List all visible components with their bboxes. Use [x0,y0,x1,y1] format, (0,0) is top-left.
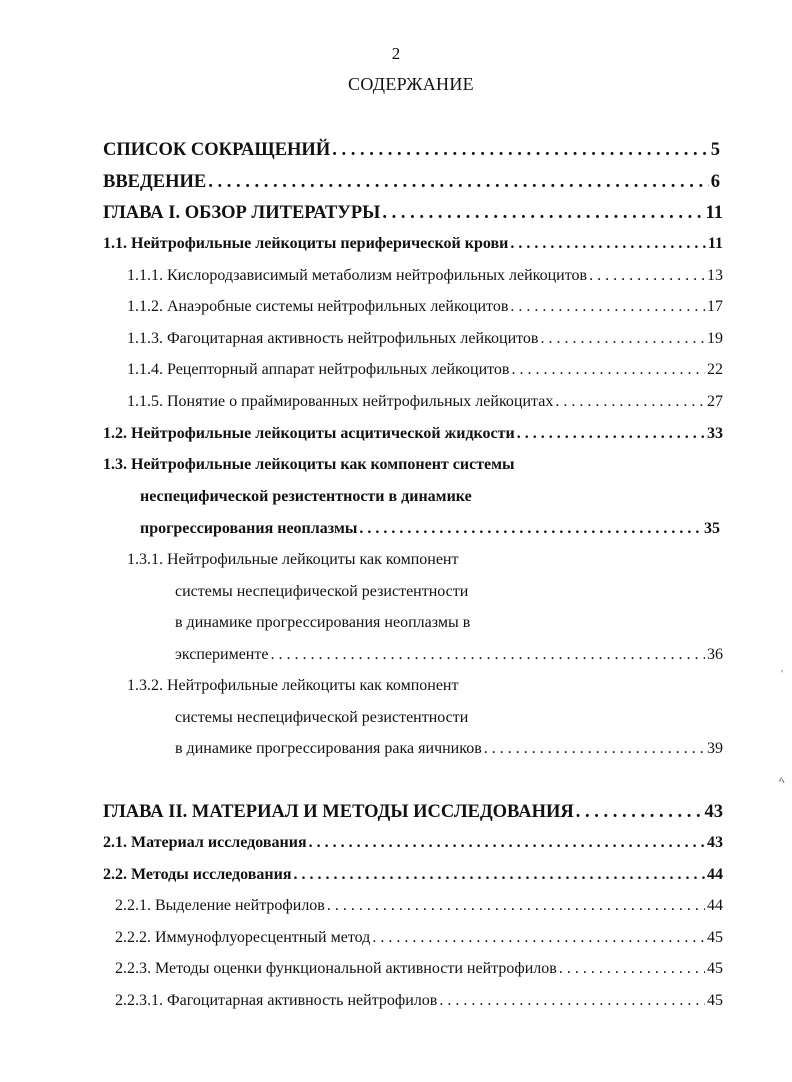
toc-entry-title: СПИСОК СОКРАЩЕНИЙ [103,140,331,160]
toc-entry-page: 43 [707,834,723,851]
toc-entry-title: 2.2.1. Выделение нейтрофилов [115,897,325,914]
dot-leader [510,235,706,253]
toc-entry [127,393,723,411]
toc-entry-title: ГЛАВА II. МАТЕРИАЛ И МЕТОДЫ ИССЛЕДОВАНИЯ [103,802,574,822]
toc-entry [115,929,723,947]
toc-entry [103,235,723,253]
dot-leader [327,897,705,915]
toc-entry-page: 11 [705,203,723,223]
toc-entry-title: 2.1. Материал исследования [103,834,307,851]
toc-entry-title-line: 1.3.2. Нейтрофильные лейкоциты как компонент [127,677,459,694]
toc-entry-title-line: 1.3.1. Нейтрофильные лейкоциты как компонент [127,551,459,568]
toc-entry-page: 13 [707,267,723,284]
toc-entry-title-line: системы неспецифической резистентности [175,583,469,600]
toc-entry [140,520,720,538]
toc-entry-page: 6 [710,172,720,192]
toc-entry-title-line: в динамике прогрессирования рака яичников [175,740,482,757]
scan-artifact: ﾍ [779,775,785,787]
toc-entry-page: 27 [707,393,723,410]
toc-entry [175,646,723,664]
toc-entry-page: 17 [707,298,723,315]
toc-entry-page: 39 [707,740,723,757]
toc-entry-page: 45 [707,992,723,1009]
dot-leader [589,267,705,285]
dot-leader [510,298,705,316]
dot-leader [309,834,705,852]
dot-leader [484,740,705,758]
toc-entry [103,140,720,161]
page-number: 2 [391,44,401,63]
toc-entry-page: 35 [704,520,720,537]
toc-entry-title: 2.2.2. Иммунофлуоресцентный метод [115,929,371,946]
toc-entry-page: 33 [707,425,723,442]
toc-entry [103,203,723,224]
toc-entry [103,172,720,193]
dot-leader [372,929,705,947]
toc-entry-page: 44 [707,897,723,914]
toc-entry-page: 19 [707,330,723,347]
dot-leader [439,992,705,1010]
toc-entry-title-line: неспецифической резистентности в динамике [140,488,472,505]
dot-leader [359,520,702,538]
toc-entry [115,897,723,915]
toc-entry [127,330,723,348]
toc-entry [103,834,723,852]
toc-entry-title: ГЛАВА I. ОБЗОР ЛИТЕРАТУРЫ [103,203,381,223]
dot-leader [208,172,709,193]
toc-entry-title-line: в динамике прогрессирования неоплазмы в [175,614,471,631]
toc-entry-title: 1.1.5. Понятие о праймированных нейтрофильных лейкоцитах [127,393,554,410]
toc-entry [127,267,723,285]
toc-entry-page: 5 [710,140,720,160]
dot-leader [517,425,705,443]
toc-entry-page: 11 [707,235,723,252]
dot-leader [270,646,705,664]
dot-leader [559,960,705,978]
toc-entry-title: 2.2.3. Методы оценки функциональной активности нейтрофилов [115,960,557,977]
dot-leader [382,203,703,224]
toc-entry-title: 1.2. Нейтрофильные лейкоциты асцитической жидкости [103,425,515,442]
toc-entry [103,866,723,884]
toc-entry-page: 45 [707,960,723,977]
toc-entry [115,992,723,1010]
toc-entry-page: 44 [707,866,723,883]
toc-entry-title-line: эксперименте [175,646,269,663]
toc-entry-title: 2.2. Методы исследования [103,866,292,883]
toc-entry-title: 1.1.2. Анаэробные системы нейтрофильных лейкоцитов [127,298,509,315]
dot-leader [555,393,705,411]
toc-entry-page: 43 [704,802,723,822]
toc-entry-title: 1.1.1. Кислородзависимый метаболизм нейтрофильных лейкоцитов [127,267,588,284]
toc-entry-page: 45 [707,929,723,946]
scan-artifact: ' [781,668,783,680]
toc-entry [103,425,723,443]
toc-entry-title: 2.2.3.1. Фагоцитарная активность нейтрофилов [115,992,438,1009]
toc-entry-title: 1.1. Нейтрофильные лейкоциты периферической крови [103,235,509,252]
dot-leader [576,802,703,823]
toc-entry [115,960,723,978]
toc-entry-title-line: 1.3. Нейтрофильные лейкоциты как компонент системы [103,456,515,473]
toc-entry [175,740,723,758]
toc-entry-page: 22 [707,361,723,378]
dot-leader [540,330,705,348]
toc-entry-title: ВВЕДЕНИЕ [103,172,207,192]
toc-entry-title: 1.1.3. Фагоцитарная активность нейтрофильных лейкоцитов [127,330,539,347]
dot-leader [511,361,705,379]
toc-entry [127,361,723,379]
toc-entry-title-line: системы неспецифической резистентности [175,709,469,726]
toc-entry-page: 36 [707,646,723,663]
toc-entry-title-line: прогрессирования неоплазмы [140,520,358,537]
toc-entry [103,802,723,823]
toc-entry [127,298,723,316]
page-title: СОДЕРЖАНИЕ [348,74,474,94]
dot-leader [293,866,705,884]
toc-entry-title: 1.1.4. Рецепторный аппарат нейтрофильных лейкоцитов [127,361,510,378]
dot-leader [332,140,709,161]
